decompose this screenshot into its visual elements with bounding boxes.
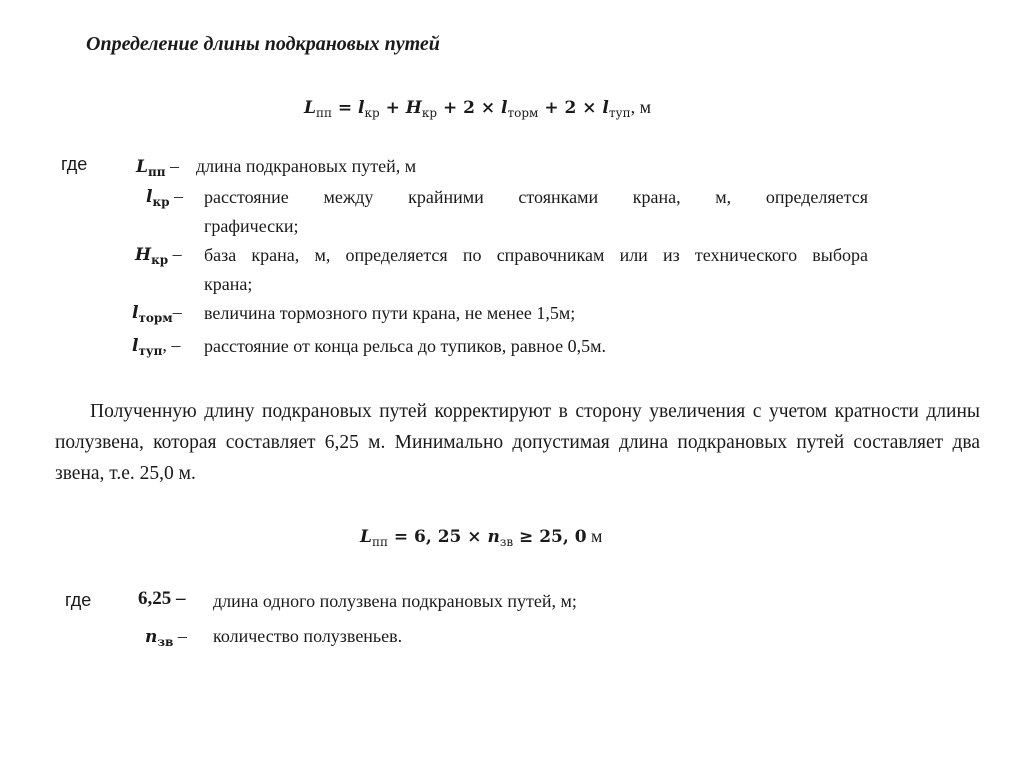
def-sym-sub: пп [147,165,166,179]
def2-symbol-nzv [145,626,187,647]
def-sym-sub: торм [138,311,173,325]
where-label-2: где [65,590,92,610]
def-sym-sub: кр [152,195,170,209]
def-sym-letter: l [132,303,139,323]
def-sym-sub: кр [151,253,169,267]
def-dash: – [172,302,182,322]
def2-sym-letter: n [145,627,158,647]
def2-text-polzveno: длина одного полузвена подкрановых путей, м; [213,591,577,611]
formula-eq: = [331,98,359,118]
formula2-L: L [360,527,372,547]
def-symbol-Lpp [136,156,179,177]
formula-H-kr: H [405,98,422,118]
formula-l-kr: l [358,98,365,118]
formula-plus-3: + 2 × [538,98,603,118]
formula-unit: , м [630,97,651,117]
formula2-n: n [487,527,500,547]
def-dash: – [168,244,182,264]
formula2-tail: ≥ 25, 0 [513,527,587,547]
def-sym-letter: l [132,336,139,356]
formula-l-kr-sub: кр [364,106,380,120]
def-text-lkr: расстояние между крайними стоянками крана, м, определяется [204,187,868,207]
formula-length [304,97,651,118]
def-symbol-Hkr [135,244,182,265]
def-text-Hkr-cont: крана; [204,274,253,294]
def-sym-sub: туп [138,344,163,358]
body-paragraph [55,396,980,489]
def2-sym-sub: зв [157,635,174,649]
def-dash: , – [162,335,181,355]
formula-min-length [360,526,602,547]
def-symbol-lkr [146,186,183,207]
where-label: где [61,154,88,174]
formula2-n-sub: зв [499,535,514,549]
page-title: Определение длины подкрановых путей [86,33,440,55]
def-text-lkr-cont: графически; [204,216,299,236]
def2-dash: – [173,626,187,646]
formula-L: L [304,98,316,118]
def-sym-letter: l [146,187,153,207]
def2-text-count: количество полузвеньев. [213,626,403,646]
def-sym-letter: L [136,157,148,177]
def2-symbol-6-25: 6,25 – [138,588,186,609]
def-symbol-ltup [132,335,180,356]
formula-l-tup-sub: туп [608,106,631,120]
formula-l-torm: l [501,98,508,118]
def-text-ltorm: величина тормозного пути крана, не менее 1,5м; [204,303,576,323]
def-symbol-ltorm [132,302,182,323]
def-sym-letter: H [135,245,152,265]
formula2-middle: = 6, 25 × [387,527,488,547]
formula-plus-2: + 2 × [437,98,502,118]
formula-l-torm-sub: торм [507,106,539,120]
def-dash: – [165,156,180,176]
def-text-Lpp: длина подкрановых путей, м [196,156,417,176]
def-text-Hkr: база крана, м, определяется по справочникам или из технического выбора [204,245,868,265]
formula-L-sub: пп [315,106,332,120]
paragraph-text: Полученную длину подкрановых путей корректируют в сторону увеличения с учетом кратности длины полузвена, которая составляет 6,25 м. Минимально допустимая длина подкрановых путей составляет два звена, т.е. 25,0 м. [55,401,980,484]
formula2-L-sub: пп [371,535,388,549]
def-dash: – [169,186,184,206]
formula2-unit: м [586,526,603,546]
def-text-ltup: расстояние от конца рельса до тупиков, равное 0,5м. [204,336,606,356]
formula-l-tup: l [602,98,609,118]
formula-plus-1: + [379,98,406,118]
formula-H-kr-sub: кр [421,106,438,120]
